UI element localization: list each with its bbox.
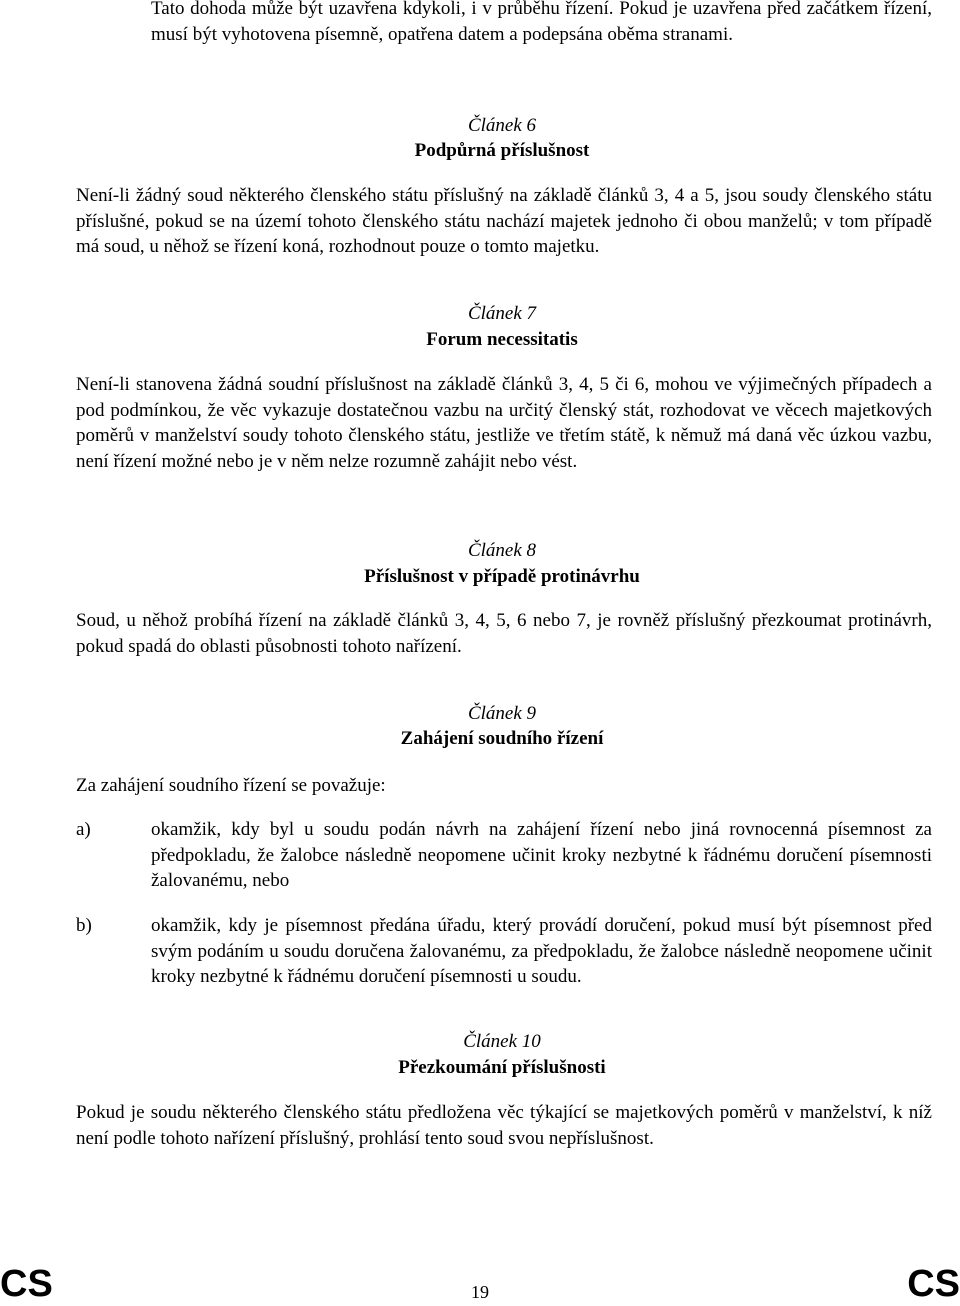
article-10-paragraph: Pokud je soudu některého členského státu předložena věc týkající se majetkových poměrů v manželství, k níž není podle tohoto nařízení příslušný, prohlásí tento soud svou nepříslušnost. <box>76 1102 932 1149</box>
intro-paragraph: Tato dohoda může být uzavřena kdykoli, i v průběhu řízení. Pokud je uzavřena před začátkem řízení, musí být vyhotovena písemně, opatřena datem a podepsána oběma stranami. <box>151 0 932 45</box>
article-8-number: Článek 8 <box>467 540 537 561</box>
article-9-item-a-text: okamžik, kdy byl u soudu podán návrh na zahájení řízení nebo jiná rovnocenná písemnost za předpokladu, že žalobce následně neopomene učinit kroky nezbytné k řádnému doručení písemnosti žalovanému, nebo <box>151 819 932 891</box>
article-7-paragraph: Není-li stanovena žádná soudní příslušnost na základě článků 3, 4, 5 či 6, mohou ve výjimečných případech a pod podmínkou, že věc vykazuje dostatečnou vazbu na určitý členský stát, rozhodovat ve věcech majetkových poměrů v manželství soudy tohoto členského státu, jestliže ve třetím státě, k němuž má daná věc úzkou vazbu, není řízení možné nebo je v něm nelze rozumně zahájit nebo vést. <box>76 374 932 472</box>
article-9-title: Zahájení soudního řízení <box>400 728 604 749</box>
article-6-number: Článek 6 <box>467 115 537 136</box>
article-9-item-a-label: a) <box>76 819 91 840</box>
article-6-title: Podpůrná příslušnost <box>414 140 590 161</box>
article-9-lead: Za zahájení soudního řízení se považuje: <box>76 775 386 796</box>
article-10-title: Přezkoumání příslušnosti <box>398 1057 606 1078</box>
article-8-paragraph: Soud, u něhož probíhá řízení na základě článků 3, 4, 5, 6 nebo 7, je rovněž příslušný přezkoumat protinávrh, pokud spadá do oblasti působnosti tohoto nařízení. <box>76 610 932 657</box>
article-9-item-b-text: okamžik, kdy je písemnost předána úřadu, který provádí doručení, pokud musí být písemnost před svým podáním u soudu doručena žalovanému, za předpokladu, že žalobce následně neopomene učinit kroky nezbytné k řádnému doručení písemnosti u soudu. <box>151 915 932 987</box>
article-10-number: Článek 10 <box>463 1031 541 1052</box>
article-7-title: Forum necessitatis <box>426 329 578 350</box>
footer-language-code-right: CS <box>907 1263 960 1305</box>
article-9-item-b-label: b) <box>76 915 92 936</box>
article-9-number: Článek 9 <box>467 703 537 724</box>
article-7-number: Článek 7 <box>467 303 537 324</box>
article-8-title: Příslušnost v případě protinávrhu <box>364 566 640 587</box>
article-6-paragraph: Není-li žádný soud některého členského státu příslušný na základě článků 3, 4 a 5, jsou soudy členského státu příslušné, pokud se na území tohoto členského státu nachází majetek jednoho či obou manželů; v tom případě má soud, u něhož se řízení koná, rozhodnout pouze o tomto majetku. <box>76 185 932 257</box>
page-number: 19 <box>471 1282 489 1302</box>
footer-language-code-left: CS <box>0 1263 53 1305</box>
